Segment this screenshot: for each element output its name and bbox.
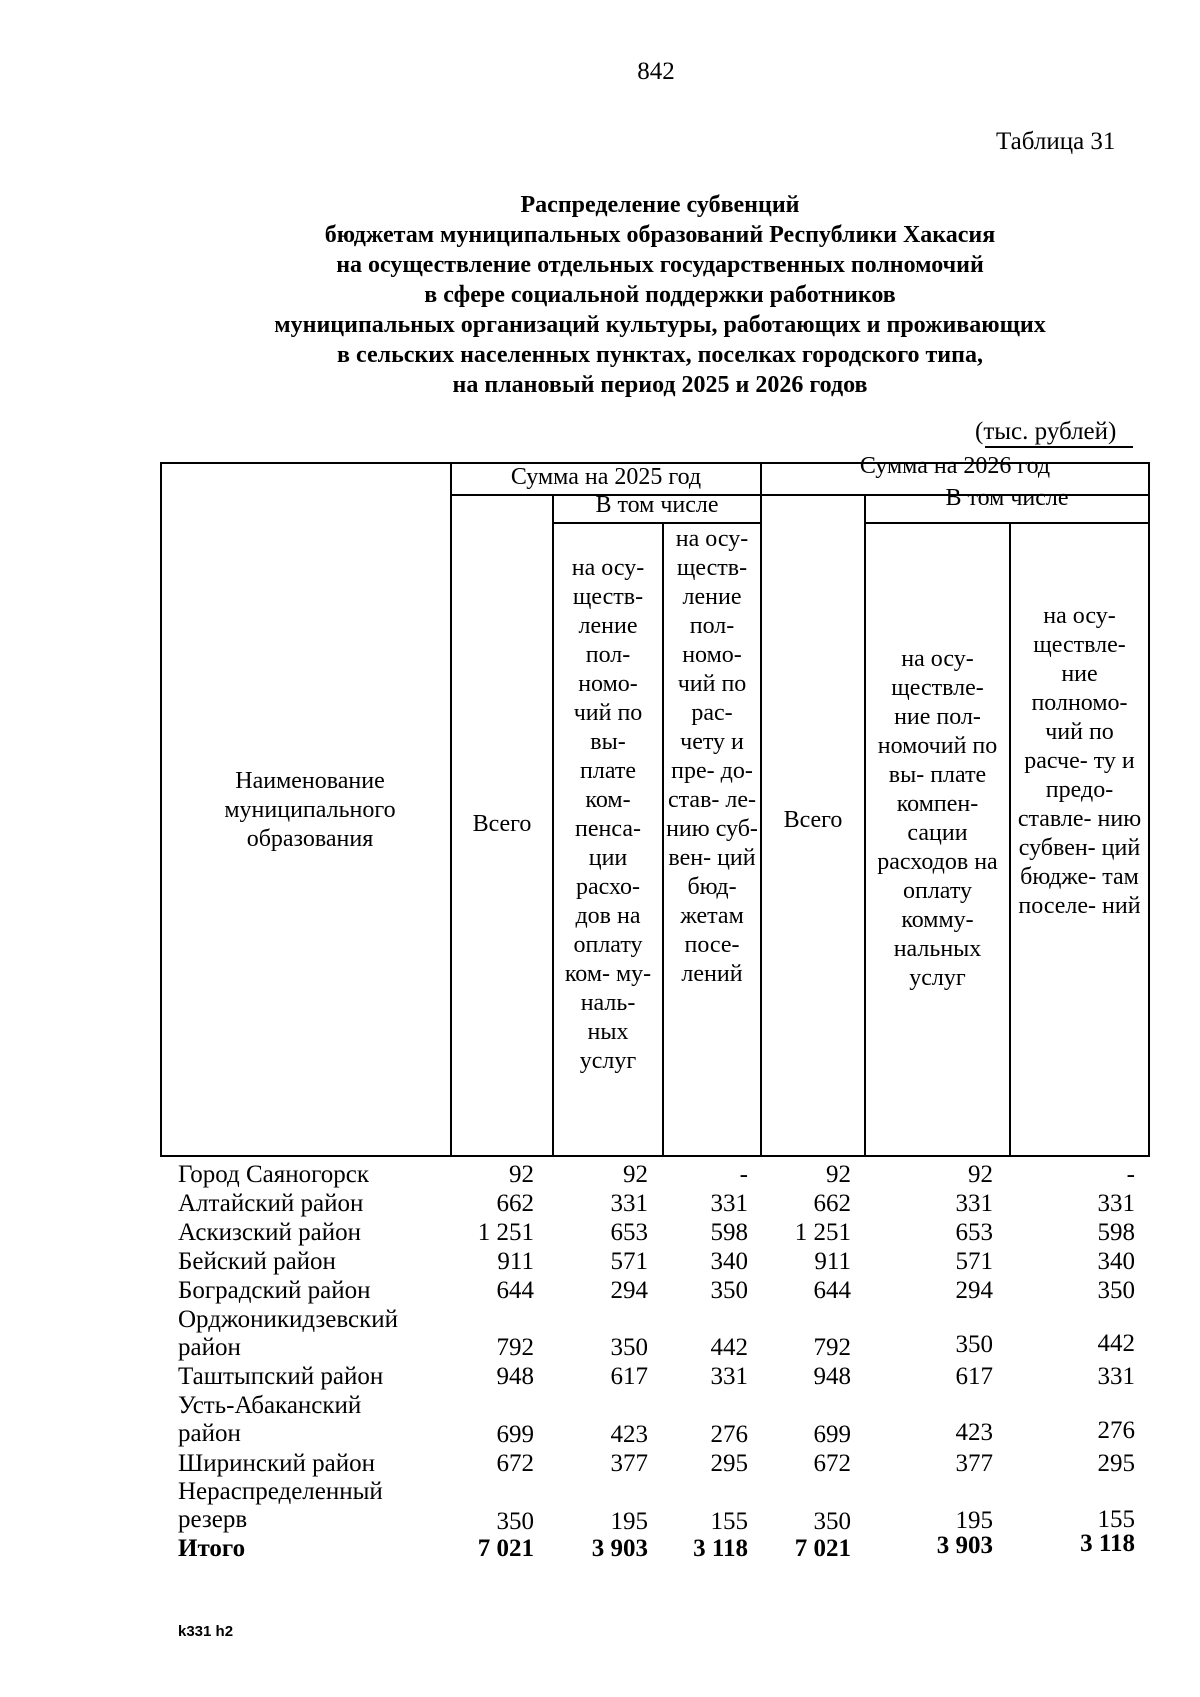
footer-code: k331 h2 — [178, 1623, 234, 1640]
cell-total-2025: 672 — [496, 1450, 534, 1477]
cell-comp-2026: 350 — [955, 1331, 993, 1358]
row-name: Нераспределенный резерв — [178, 1478, 383, 1533]
cell-sub-2026: - — [1126, 1161, 1135, 1188]
cell-comp-2026: 331 — [955, 1190, 993, 1217]
title-line: на плановый период 2025 и 2026 годов — [452, 372, 868, 398]
table-row — [0, 1392, 1200, 1450]
cell-total-2025: 92 — [509, 1161, 534, 1188]
table-label: Таблица 31 — [996, 128, 1116, 155]
title-line: в сельских населенных пунктах, поселках городского типа, — [337, 342, 983, 368]
cell-total-2026: 92 — [826, 1161, 851, 1188]
cell-comp-2026: 92 — [968, 1161, 993, 1188]
cell-comp-2026: 3 903 — [936, 1532, 993, 1559]
header-total-2025: Всего — [472, 811, 532, 837]
row-name: Город Саяногорск — [178, 1161, 370, 1188]
cell-total-2026: 699 — [813, 1421, 851, 1448]
row-name: Боградский район — [178, 1277, 371, 1304]
document-title — [160, 190, 1160, 400]
cell-comp-2025: 653 — [610, 1219, 648, 1246]
cell-sub-2026: 155 — [1097, 1506, 1135, 1533]
row-name: Аскизский район — [178, 1219, 362, 1246]
header-incl-2026: В том числе — [945, 485, 1069, 511]
row-name: Бейский район — [178, 1248, 336, 1275]
cell-comp-2025: 92 — [623, 1161, 648, 1188]
cell-total-2025: 699 — [496, 1421, 534, 1448]
cell-sub-2025: - — [739, 1161, 748, 1188]
header-incl-2025: В том числе — [595, 492, 719, 518]
cell-sub-2026: 3 118 — [1080, 1530, 1135, 1557]
cell-sub-2025: 3 118 — [693, 1535, 748, 1562]
table-row — [0, 1306, 1200, 1364]
units-label: (тыс. рублей) — [975, 418, 1117, 445]
header-sum-2025: Сумма на 2025 год — [510, 464, 702, 490]
cell-comp-2026: 377 — [955, 1450, 993, 1477]
title-line: муниципальных организаций культуры, работающих и проживающих — [274, 312, 1046, 338]
cell-total-2026: 672 — [813, 1450, 851, 1477]
title-line: в сфере социальной поддержки работников — [424, 282, 896, 308]
cell-comp-2025: 3 903 — [591, 1535, 648, 1562]
cell-comp-2025: 294 — [610, 1277, 648, 1304]
cell-comp-2025: 331 — [610, 1190, 648, 1217]
cell-sub-2026: 598 — [1097, 1219, 1135, 1246]
cell-total-2026: 350 — [813, 1508, 851, 1535]
cell-sub-2025: 331 — [710, 1363, 748, 1390]
cell-comp-2026: 571 — [955, 1248, 993, 1275]
header-sub-2026: на осу- ществле- ние полномо- чий по расче- ту и предо- ставле- нию субвен- ций бюдже- там поселе- ний — [1017, 603, 1142, 919]
cell-sub-2026: 442 — [1097, 1330, 1135, 1357]
row-name: Алтайский район — [178, 1190, 364, 1217]
cell-total-2026: 792 — [813, 1334, 851, 1361]
table-row — [0, 1478, 1200, 1536]
cell-comp-2025: 617 — [610, 1363, 648, 1390]
cell-sub-2025: 350 — [710, 1277, 748, 1304]
cell-comp-2025: 195 — [610, 1508, 648, 1535]
cell-total-2025: 1 251 — [477, 1219, 534, 1246]
cell-sub-2025: 295 — [710, 1450, 748, 1477]
header-comp-2026: на осу- ществле- ние пол- номочий по вы- плате компен- сации расходов на оплату комму- нальных услуг — [877, 646, 998, 991]
header-sub-2025: на осу- ществ- ление пол- номо- чий по рас- чету и пре- до- став- ле- нию суб- вен- ций бюд- жетам посе- лений — [666, 526, 758, 987]
cell-total-2025: 7 021 — [477, 1535, 534, 1562]
cell-total-2025: 911 — [497, 1248, 534, 1275]
row-name: Таштыпский район — [178, 1363, 384, 1390]
row-name: Усть-Абаканский район — [178, 1392, 362, 1447]
cell-total-2025: 792 — [496, 1334, 534, 1361]
cell-comp-2025: 377 — [610, 1450, 648, 1477]
cell-total-2026: 644 — [813, 1277, 851, 1304]
cell-total-2026: 911 — [814, 1248, 851, 1275]
row-name: Орджоникидзевский район — [178, 1306, 399, 1361]
cell-comp-2025: 571 — [610, 1248, 648, 1275]
cell-sub-2025: 331 — [710, 1190, 748, 1217]
cell-sub-2025: 340 — [710, 1248, 748, 1275]
cell-total-2025: 644 — [496, 1277, 534, 1304]
cell-sub-2025: 155 — [710, 1508, 748, 1535]
cell-comp-2026: 294 — [955, 1277, 993, 1304]
cell-comp-2026: 617 — [955, 1363, 993, 1390]
cell-sub-2026: 295 — [1097, 1450, 1135, 1477]
cell-sub-2026: 331 — [1097, 1190, 1135, 1217]
cell-comp-2026: 653 — [955, 1219, 993, 1246]
cell-total-2026: 7 021 — [794, 1535, 851, 1562]
table-row-total — [0, 1530, 1200, 1593]
cell-sub-2026: 276 — [1097, 1417, 1135, 1444]
cell-comp-2025: 350 — [610, 1334, 648, 1361]
header-total-2026: Всего — [783, 807, 843, 833]
row-name: Итого — [178, 1535, 246, 1562]
page-number: 842 — [637, 58, 675, 85]
header-name: Наименование муниципального образования — [224, 768, 396, 852]
title-line: на осуществление отдельных государственных полномочий — [336, 252, 984, 278]
cell-total-2026: 948 — [813, 1363, 851, 1390]
cell-total-2026: 1 251 — [794, 1219, 851, 1246]
cell-sub-2025: 598 — [710, 1219, 748, 1246]
cell-total-2026: 662 — [813, 1190, 851, 1217]
header-sum-2026: Сумма на 2026 год — [859, 453, 1051, 479]
cell-comp-2026: 423 — [955, 1419, 993, 1446]
cell-total-2025: 350 — [496, 1508, 534, 1535]
cell-total-2025: 662 — [496, 1190, 534, 1217]
cell-sub-2026: 340 — [1097, 1248, 1135, 1275]
cell-comp-2025: 423 — [610, 1421, 648, 1448]
cell-sub-2025: 276 — [710, 1421, 748, 1448]
cell-total-2025: 948 — [496, 1363, 534, 1390]
title-line: Распределение субвенций — [520, 192, 800, 218]
header-comp-2025: на осу- ществ- ление пол- номо- чий по вы- плате ком- пенса- ции расхо- дов на оплату ком- му- наль- ных услуг — [564, 555, 652, 1074]
cell-sub-2026: 350 — [1097, 1277, 1135, 1304]
units-underline — [985, 446, 1133, 448]
title-line: бюджетам муниципальных образований Республики Хакасия — [324, 222, 996, 248]
cell-comp-2026: 195 — [955, 1507, 993, 1534]
cell-sub-2026: 331 — [1097, 1363, 1135, 1390]
cell-sub-2025: 442 — [710, 1334, 748, 1361]
row-name: Ширинский район — [178, 1450, 375, 1477]
